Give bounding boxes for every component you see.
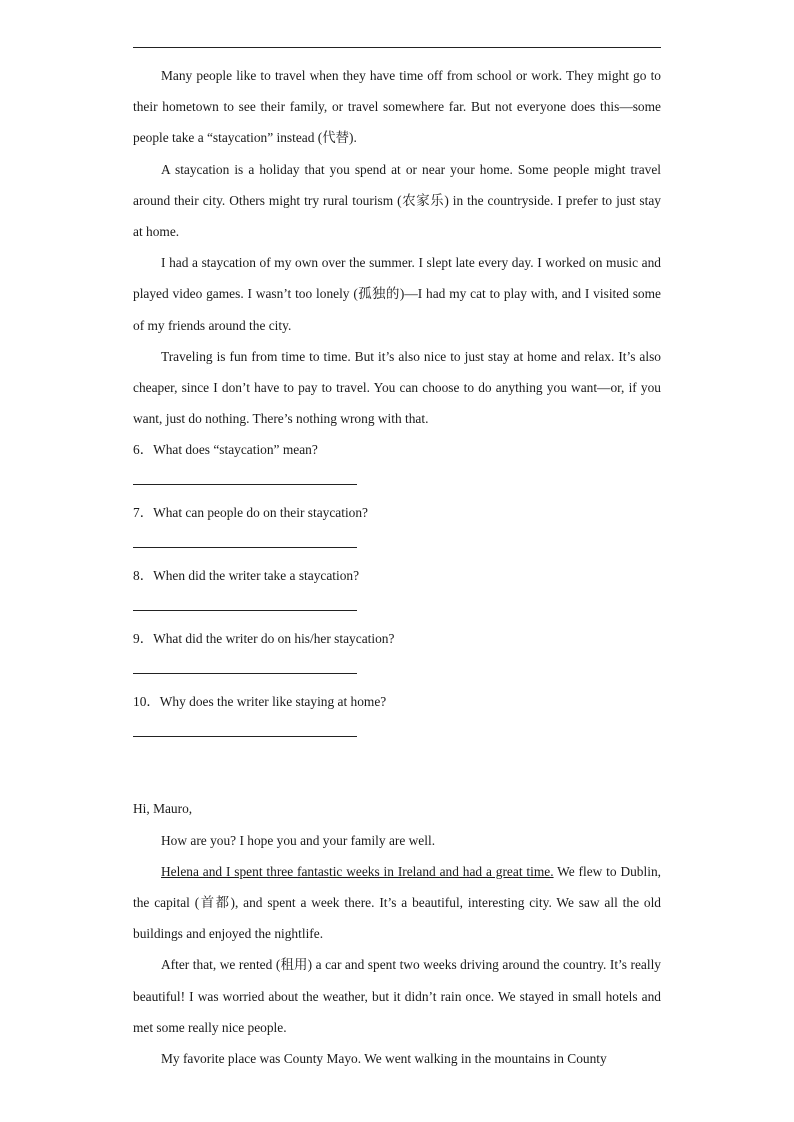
page-content xyxy=(133,60,661,1074)
letter-greeting: Hi, Mauro, xyxy=(133,801,193,817)
header-rule xyxy=(133,47,661,48)
answer-line-8[interactable] xyxy=(133,610,357,611)
question-6: 6．What does “staycation” mean? xyxy=(133,442,318,458)
answer-line-7[interactable] xyxy=(133,547,357,548)
question-7: 7．What can people do on their staycation? xyxy=(133,505,368,521)
letter-paragraph-2: After that, we rented (租用) a car and spent two weeks driving around the country. It’s really beautiful! I was worried about the weather, but it didn’t rain once. We stayed in small hotels and met some really nice people. xyxy=(133,957,661,1035)
passage1-paragraph-3: I had a staycation of my own over the summer. I slept late every day. I worked on music and played video games. I wasn’t too lonely (孤独的)—I had my cat to play with, and I visited some of my friends around the city. xyxy=(133,255,661,333)
reading-passage-1 xyxy=(133,60,661,434)
section-gap xyxy=(133,749,661,793)
answer-line-9[interactable] xyxy=(133,673,357,674)
letter-paragraph-1 xyxy=(133,856,661,950)
passage1-paragraph-1: Many people like to travel when they have time off from school or work. They might go to their hometown to see their family, or travel somewhere far. But not everyone does this—some people take a “staycation” instead (代替). xyxy=(133,68,661,146)
answer-line-6[interactable] xyxy=(133,484,357,485)
question-8: 8．When did the writer take a staycation? xyxy=(133,568,360,584)
letter-opening: How are you? I hope you and your family are well. xyxy=(161,832,436,848)
question-list xyxy=(133,434,661,737)
underlined-sentence: Helena and I spent three fantastic weeks in Ireland and had a great time. xyxy=(161,863,554,879)
question-9: 9．What did the writer do on his/her staycation? xyxy=(133,631,395,647)
letter xyxy=(133,793,661,1074)
passage1-paragraph-4: Traveling is fun from time to time. But it’s also nice to just stay at home and relax. It’s also cheaper, since I don’t have to pay to travel. You can choose to do anything you want—or, if you want, just do nothing. There’s nothing wrong with that. xyxy=(133,348,661,427)
answer-line-10[interactable] xyxy=(133,736,357,737)
passage1-paragraph-2: A staycation is a holiday that you spend at or near your home. Some people might travel around their city. Others might try rural tourism (农家乐) in the countryside. I prefer to just stay at home. xyxy=(133,161,661,240)
letter-paragraph-3: My favorite place was County Mayo. We went walking in the mountains in County xyxy=(161,1051,607,1067)
question-10: 10．Why does the writer like staying at home? xyxy=(133,694,387,710)
letter-paragraph-1-rest: We flew to Dublin, the capital (首都), and spent a week there. It’s a beautiful, interesting city. We saw all the old buildings and enjoyed the nightlife. xyxy=(133,863,661,942)
